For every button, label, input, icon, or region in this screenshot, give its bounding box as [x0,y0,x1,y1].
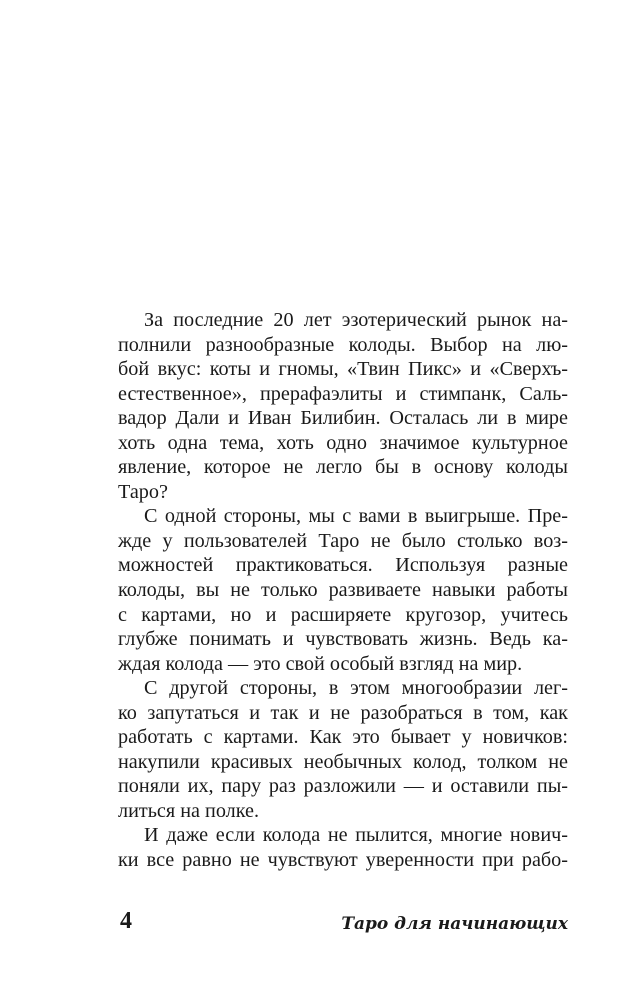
paragraph-2-line-3: можностей практиковаться. Используя разные [118,554,568,577]
paragraph-2-line-5: с картами, но и расширяете кругозор, учитесь [118,603,568,626]
paragraph-3-line-1: С другой стороны, в этом многообразии лег- [144,677,568,700]
paragraph-4-line-1: И даже если колода не пылится, многие нович- [144,824,568,847]
paragraph-2-line-1: С одной стороны, мы с вами в выигрыше. Пре- [144,505,568,528]
paragraph-1-line-5: вадор Дали и Иван Билибин. Осталась ли в мире [118,407,568,430]
paragraph-1-line-4: естественное», прерафаэлиты и стимпанк, Саль- [118,382,568,405]
running-footer-title: Таро для начинающих [341,914,568,934]
paragraph-1-line-7: явление, которое не легло бы в основу колоды [118,456,568,479]
paragraph-2-line-4: колоды, вы не только развиваете навыки работы [118,579,568,602]
paragraph-3-line-4: накупили красивых необычных колод, толком не [118,750,568,773]
paragraph-1-line-3: бой вкус: коты и гномы, «Твин Пикс» и «Сверхъ- [118,358,568,381]
paragraph-1-line-1: За последние 20 лет эзотерический рынок на- [144,309,568,331]
page-number: 4 [120,908,132,934]
paragraph-1-line-6: хоть одна тема, хоть одно значимое культурное [118,431,568,454]
body-text [118,308,568,873]
paragraph-1-line-8: Таро? [118,480,168,503]
paragraph-3-line-3: работать с картами. Как это бывает у новичков: [118,726,568,749]
paragraph-4-line-2: ки все равно не чувствуют уверенности при рабо- [118,849,568,872]
paragraph-2-line-6: глубже понимать и чувствовать жизнь. Ведь ка- [118,628,568,651]
paragraph-1-line-2: полнили разнообразные колоды. Выбор на лю- [118,333,568,356]
paragraph-3-line-6: литься на полке. [118,799,260,822]
paragraph-2-line-2: жде у пользователей Таро не было столько воз- [118,529,568,552]
paragraph-3-line-2: ко запутаться и так и не разобраться в том, как [118,701,568,724]
paragraph-3-line-5: поняли их, пару раз разложили — и оставили пы- [118,775,568,798]
paragraph-2-line-7: ждая колода — это свой особый взгляд на мир. [118,652,523,675]
